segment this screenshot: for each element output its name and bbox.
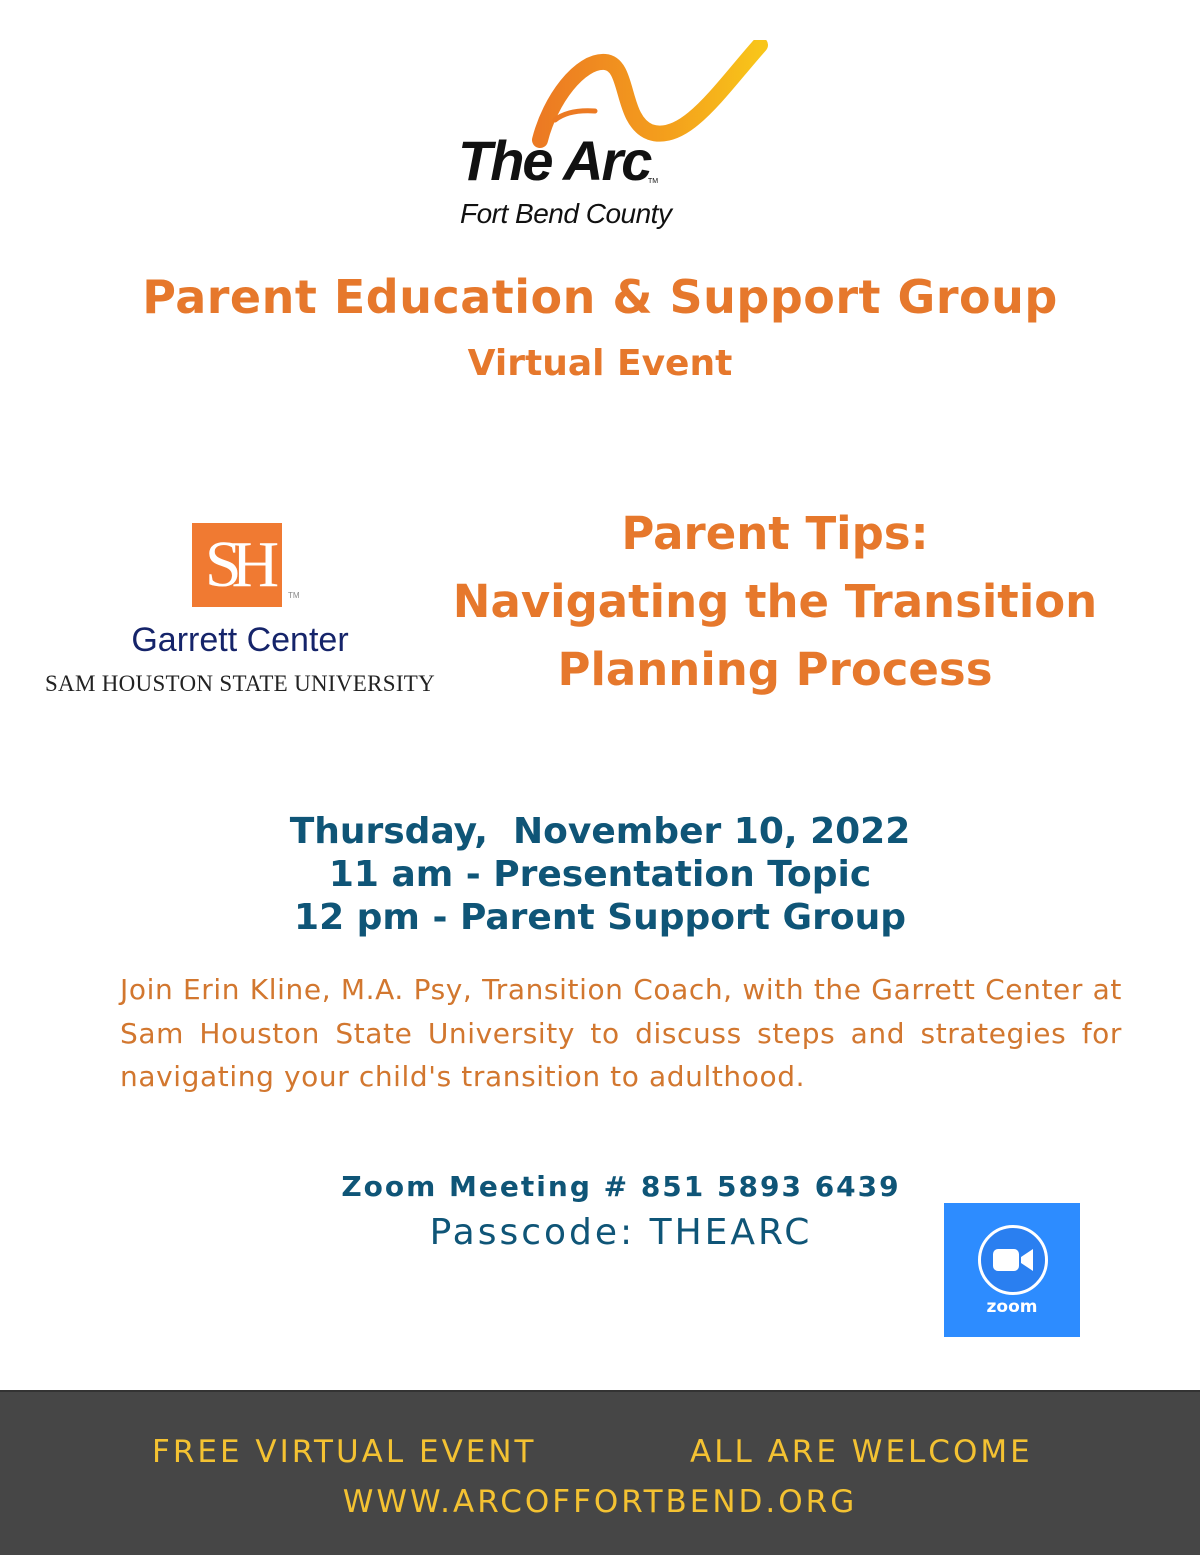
shsu-garrett-logo	[20, 515, 460, 705]
footer-website-link[interactable]: WWW.ARCOFFORTBEND.ORG	[342, 1484, 858, 1520]
zoom-passcode: Passcode: THEARC	[429, 1212, 813, 1253]
schedule-item: 11 am - Presentation Topic	[328, 854, 872, 895]
university-name: SAM HOUSTON STATE UNIVERSITY	[44, 671, 436, 696]
shsu-trademark: TM	[288, 591, 300, 600]
arc-logo	[440, 40, 780, 240]
shsu-monogram-icon: SH	[192, 523, 282, 607]
schedule	[0, 810, 1200, 939]
zoom-camera-icon	[978, 1225, 1048, 1295]
schedule-item: 12 pm - Parent Support Group	[294, 897, 906, 938]
zoom-meeting-number: Zoom Meeting # 851 5893 6439	[341, 1170, 901, 1203]
topic-line: Planning Process	[557, 643, 993, 696]
main-title: Parent Education & Support Group	[142, 270, 1058, 324]
footer-banner	[0, 1390, 1200, 1555]
footer-all-welcome: ALL ARE WELCOME	[690, 1434, 1033, 1470]
zoom-logo	[944, 1203, 1080, 1337]
event-description: Join Erin Kline, M.A. Psy, Transition Coach, with the Garrett Center at Sam Houston State University to discuss steps and strategies for navigating your child's transition to adulthood.	[120, 973, 1122, 1093]
zoom-wordmark: zoom	[986, 1297, 1038, 1317]
topic-line: Navigating the Transition	[452, 575, 1098, 628]
arc-name: The Arc	[458, 129, 651, 192]
topic-line: Parent Tips:	[621, 507, 929, 560]
footer-free-event: FREE VIRTUAL EVENT	[152, 1434, 537, 1470]
arc-trademark: TM	[648, 178, 659, 185]
arc-chapter: Fort Bend County	[460, 198, 672, 229]
garrett-center-name: Garrett Center	[131, 621, 349, 659]
event-date: Thursday, November 10, 2022	[289, 811, 911, 852]
topic-title	[420, 500, 1130, 704]
subtitle: Virtual Event	[467, 343, 733, 384]
